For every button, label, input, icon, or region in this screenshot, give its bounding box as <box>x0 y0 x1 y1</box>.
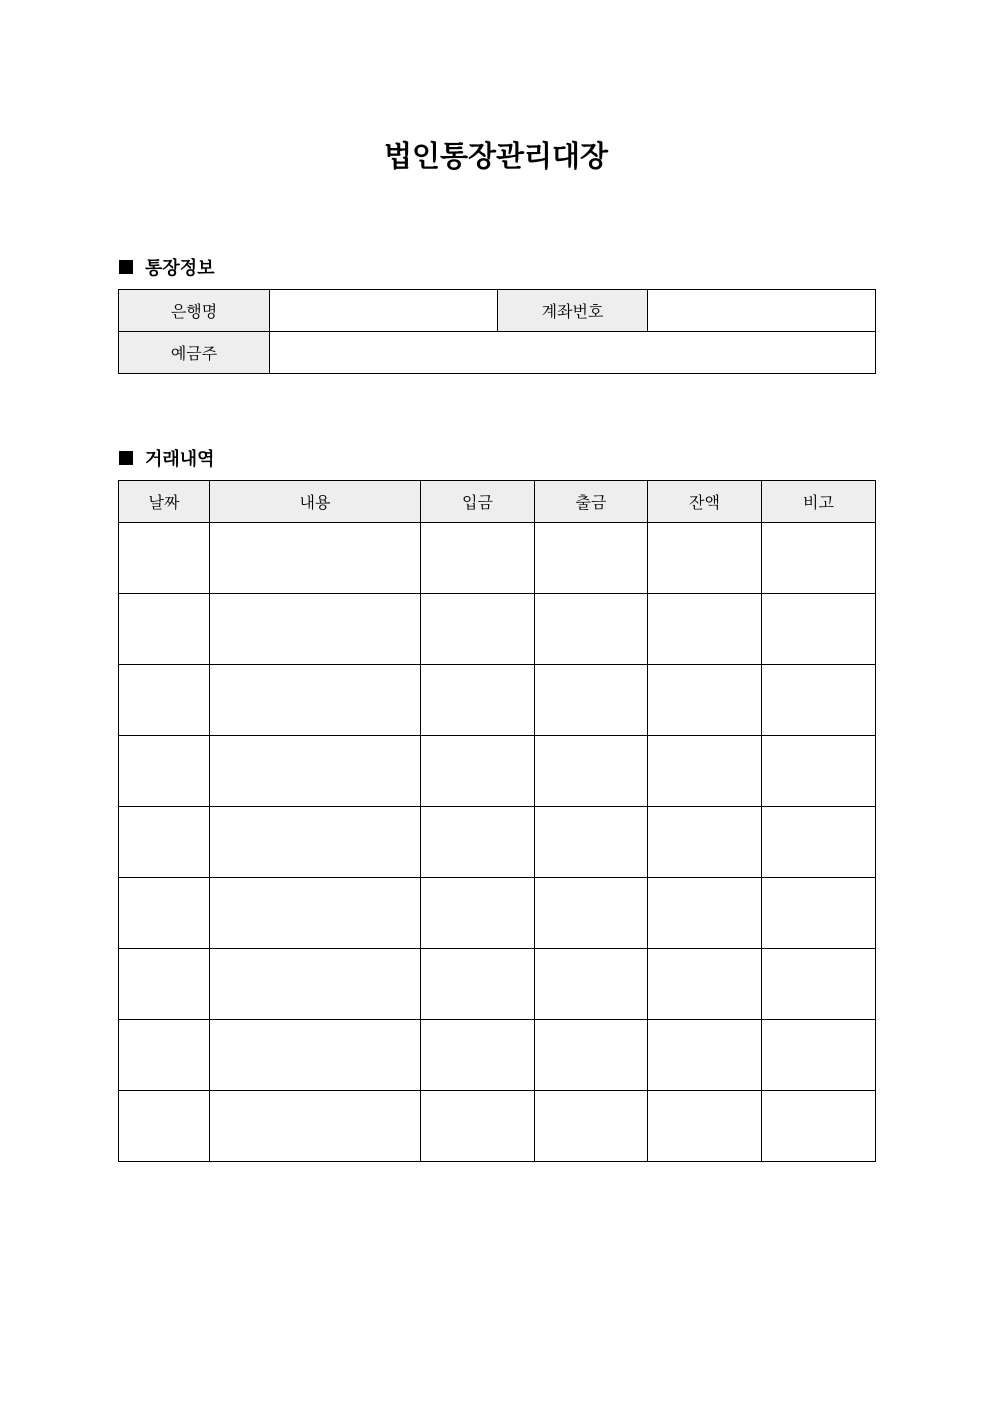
cell-note[interactable] <box>762 665 876 736</box>
cell-date[interactable] <box>119 736 210 807</box>
cell-note[interactable] <box>762 807 876 878</box>
section-heading-account <box>119 254 215 280</box>
cell-note[interactable] <box>762 523 876 594</box>
cell-note[interactable] <box>762 594 876 665</box>
column-header-date: 날짜 <box>119 481 210 523</box>
cell-withdrawal[interactable] <box>535 1020 648 1091</box>
cell-withdrawal[interactable] <box>535 523 648 594</box>
cell-balance[interactable] <box>648 949 762 1020</box>
cell-date[interactable] <box>119 665 210 736</box>
table-row <box>119 1091 876 1162</box>
cell-deposit[interactable] <box>421 1091 535 1162</box>
cell-balance[interactable] <box>648 1020 762 1091</box>
cell-note[interactable] <box>762 1020 876 1091</box>
cell-date[interactable] <box>119 807 210 878</box>
table-header-row <box>119 481 876 523</box>
cell-withdrawal[interactable] <box>535 736 648 807</box>
cell-note[interactable] <box>762 1091 876 1162</box>
cell-description[interactable] <box>210 594 421 665</box>
cell-balance[interactable] <box>648 807 762 878</box>
cell-deposit[interactable] <box>421 807 535 878</box>
cell-description[interactable] <box>210 949 421 1020</box>
account-holder-label: 예금주 <box>119 332 270 374</box>
cell-deposit[interactable] <box>421 594 535 665</box>
column-header-withdrawal: 출금 <box>535 481 648 523</box>
cell-withdrawal[interactable] <box>535 878 648 949</box>
table-row <box>119 523 876 594</box>
cell-description[interactable] <box>210 1020 421 1091</box>
cell-balance[interactable] <box>648 523 762 594</box>
table-row <box>119 1020 876 1091</box>
cell-description[interactable] <box>210 1091 421 1162</box>
bank-name-label: 은행명 <box>119 290 270 332</box>
cell-description[interactable] <box>210 736 421 807</box>
cell-note[interactable] <box>762 878 876 949</box>
square-bullet-icon <box>119 451 133 465</box>
cell-deposit[interactable] <box>421 1020 535 1091</box>
square-bullet-icon <box>119 260 133 274</box>
column-header-balance: 잔액 <box>648 481 762 523</box>
cell-date[interactable] <box>119 949 210 1020</box>
cell-note[interactable] <box>762 736 876 807</box>
column-header-deposit: 입금 <box>421 481 535 523</box>
section-heading-label: 거래내역 <box>145 449 215 470</box>
cell-date[interactable] <box>119 523 210 594</box>
account-number-label: 계좌번호 <box>498 290 648 332</box>
cell-withdrawal[interactable] <box>535 1091 648 1162</box>
cell-balance[interactable] <box>648 665 762 736</box>
cell-date[interactable] <box>119 594 210 665</box>
section-heading-label: 통장정보 <box>145 258 215 279</box>
cell-date[interactable] <box>119 1091 210 1162</box>
account-holder-field[interactable] <box>270 332 876 374</box>
cell-date[interactable] <box>119 878 210 949</box>
bank-name-field[interactable] <box>270 290 498 332</box>
cell-deposit[interactable] <box>421 949 535 1020</box>
column-header-note: 비고 <box>762 481 876 523</box>
cell-balance[interactable] <box>648 736 762 807</box>
cell-description[interactable] <box>210 523 421 594</box>
cell-balance[interactable] <box>648 1091 762 1162</box>
table-row <box>119 949 876 1020</box>
cell-description[interactable] <box>210 665 421 736</box>
cell-withdrawal[interactable] <box>535 665 648 736</box>
cell-note[interactable] <box>762 949 876 1020</box>
table-row <box>119 665 876 736</box>
cell-withdrawal[interactable] <box>535 807 648 878</box>
account-info-table <box>118 289 876 374</box>
cell-deposit[interactable] <box>421 878 535 949</box>
table-row <box>119 807 876 878</box>
cell-deposit[interactable] <box>421 736 535 807</box>
cell-date[interactable] <box>119 1020 210 1091</box>
page-title: 법인통장관리대장 <box>383 139 609 173</box>
transactions-table <box>118 480 876 1162</box>
table-row <box>119 878 876 949</box>
section-heading-transactions <box>119 445 215 471</box>
cell-withdrawal[interactable] <box>535 949 648 1020</box>
column-header-description: 내용 <box>210 481 421 523</box>
cell-balance[interactable] <box>648 878 762 949</box>
cell-deposit[interactable] <box>421 665 535 736</box>
cell-balance[interactable] <box>648 594 762 665</box>
account-number-field[interactable] <box>648 290 876 332</box>
cell-description[interactable] <box>210 878 421 949</box>
cell-description[interactable] <box>210 807 421 878</box>
cell-withdrawal[interactable] <box>535 594 648 665</box>
table-row <box>119 594 876 665</box>
table-row <box>119 736 876 807</box>
cell-deposit[interactable] <box>421 523 535 594</box>
